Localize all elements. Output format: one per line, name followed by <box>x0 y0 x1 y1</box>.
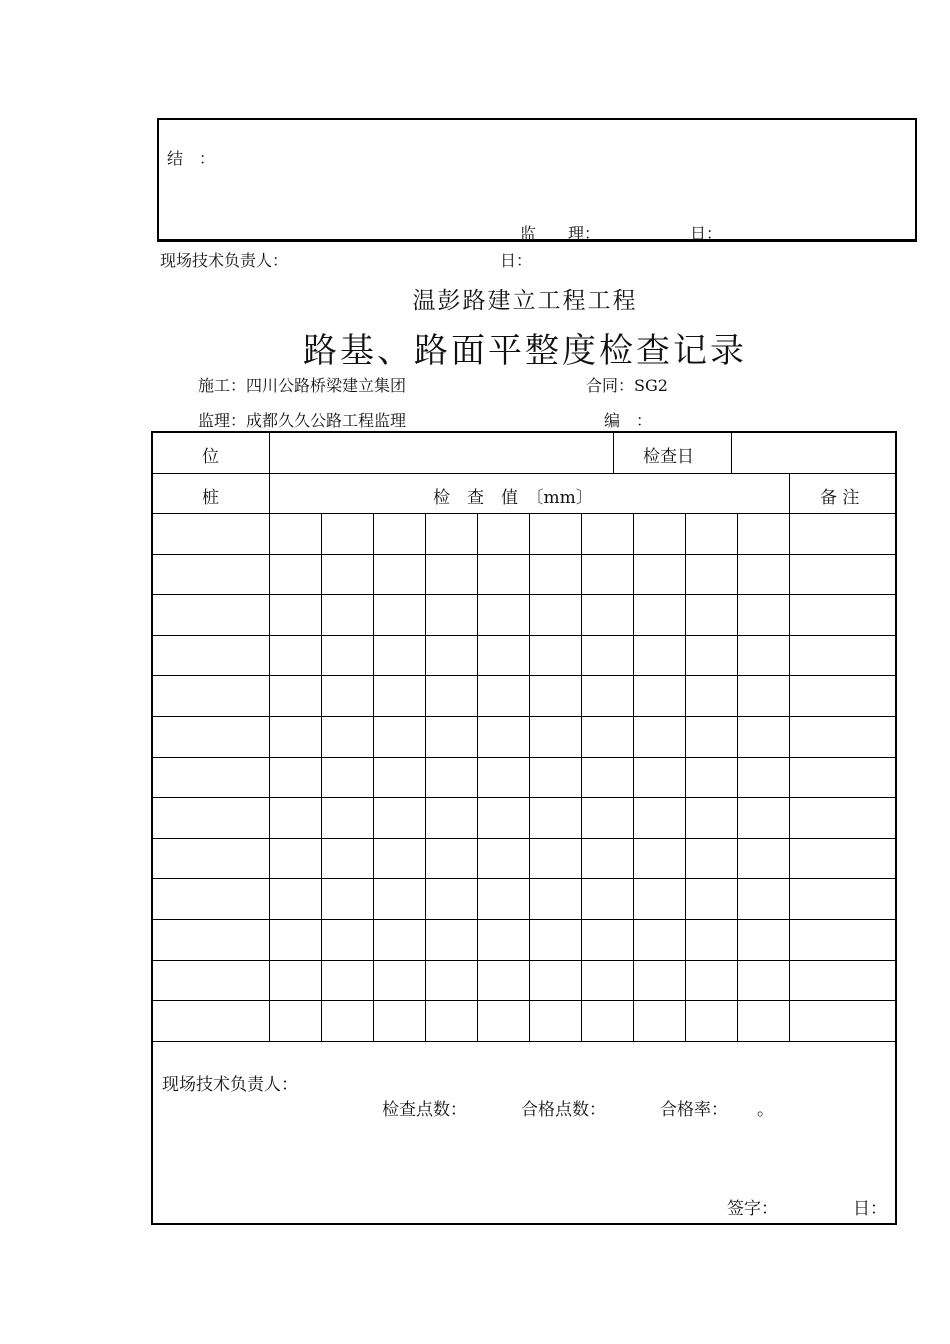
value-column-line <box>529 513 530 1041</box>
project-title: 温彭路建立工程工程 <box>412 288 638 314</box>
values-label: 检 查 值 〔mm〕 <box>433 488 593 508</box>
pass-rate-label: 合格率： <box>660 1100 728 1120</box>
conclusion-label: 结 ： <box>167 149 216 168</box>
header-row-1-line <box>153 473 895 474</box>
table-row-line <box>153 919 895 920</box>
tech-lead-label-summary: 现场技术负责人： <box>162 1075 298 1095</box>
value-column-line <box>373 513 374 1041</box>
value-column-line <box>685 513 686 1041</box>
table-row-line <box>153 635 895 636</box>
table-row-line <box>153 554 895 555</box>
remarks-column-line <box>789 473 790 1041</box>
value-column-line <box>321 513 322 1041</box>
record-title: 路基、路面平整度检查记录 <box>303 331 747 371</box>
table-row-line <box>153 797 895 798</box>
construction-label: 施工：四川公路桥梁建立集团 <box>198 376 407 395</box>
station-column-line <box>269 433 270 1041</box>
summary-date-label: 日： <box>853 1199 887 1219</box>
value-column-line <box>477 513 478 1041</box>
table-row-line <box>153 960 895 961</box>
contract-label: 合同：SG2 <box>586 376 668 395</box>
value-column-line <box>633 513 634 1041</box>
pass-rate-suffix: 。 <box>757 1100 774 1120</box>
table-row-line <box>153 838 895 839</box>
table-row-line <box>153 1041 895 1042</box>
check-date-divider-line <box>613 433 614 473</box>
table-row-line <box>153 757 895 758</box>
station-label: 桩 <box>202 488 219 508</box>
supervisor-date-label: 日： <box>690 224 723 243</box>
tech-lead-date-label-top: 日： <box>500 251 533 270</box>
points-passed-label: 合格点数： <box>521 1100 606 1120</box>
table-row-line <box>153 1000 895 1001</box>
check-date-value-divider-line <box>731 433 732 473</box>
table-row-line <box>153 594 895 595</box>
supervisor-label: 监 理： <box>520 224 601 243</box>
table-row-line <box>153 878 895 879</box>
table-row-line <box>153 716 895 717</box>
supervision-label: 监理：成都久久公路工程监理 <box>198 411 407 430</box>
value-column-line <box>581 513 582 1041</box>
tech-lead-label-top: 现场技术负责人： <box>160 251 289 270</box>
points-checked-label: 检查点数： <box>382 1100 467 1120</box>
header-row-2-line <box>153 513 895 514</box>
signature-label: 签字： <box>727 1199 778 1219</box>
inspection-table <box>151 431 897 1225</box>
check-date-label: 检查日 <box>643 447 694 467</box>
remarks-label: 备 注 <box>820 488 860 508</box>
number-label: 编 ： <box>604 411 653 430</box>
table-row-line <box>153 675 895 676</box>
value-column-line <box>425 513 426 1041</box>
position-label: 位 <box>202 447 219 467</box>
value-column-line <box>737 513 738 1041</box>
